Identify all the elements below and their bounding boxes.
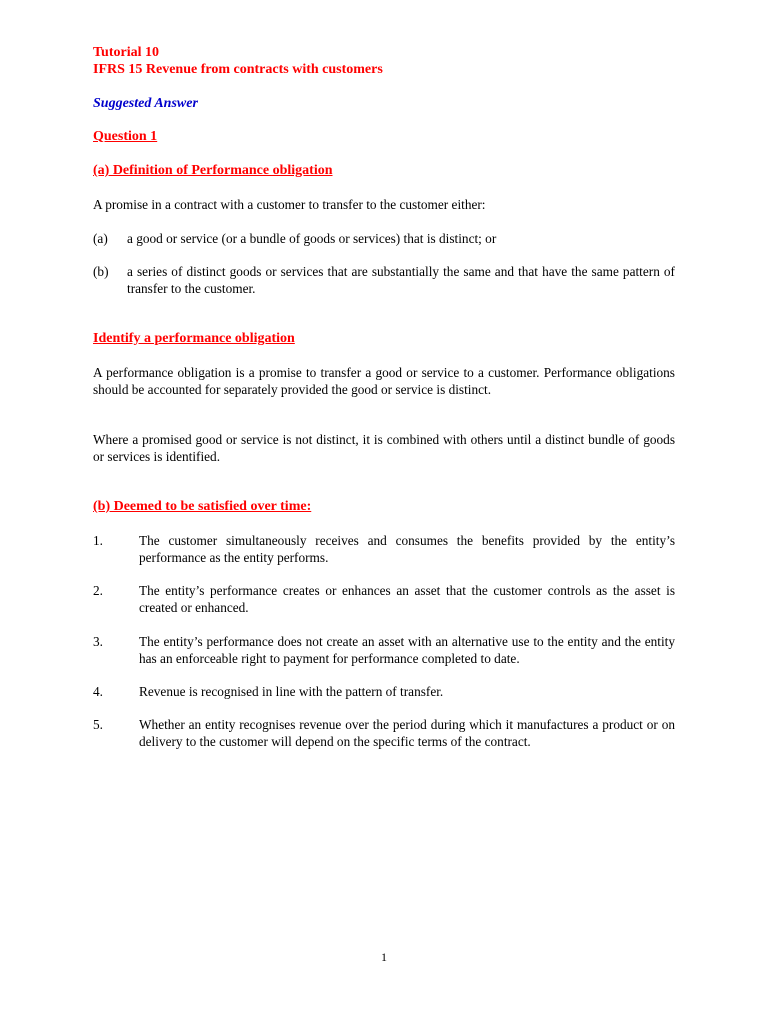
list-item-text: The entity’s performance creates or enhances an asset that the customer controls as the asset is created or enhanced.: [139, 583, 675, 615]
list-item-label: (b): [93, 264, 109, 279]
list-item-text: a good or service (or a bundle of goods or services) that is distinct; or: [127, 231, 497, 246]
part-a-intro: A promise in a contract with a customer to transfer to the customer either:: [93, 197, 486, 212]
list-item-label: (a): [93, 231, 108, 246]
identify-paragraph-2: Where a promised good or service is not distinct, it is combined with others until a distinct bundle of goods or services is identified.: [93, 432, 675, 464]
question-title: Question 1: [93, 129, 158, 144]
part-b-heading: (b) Deemed to be satisfied over time:: [93, 499, 312, 514]
list-item: [93, 582, 675, 616]
tutorial-title: Tutorial 10: [93, 45, 159, 60]
list-item-label: 4.: [93, 684, 103, 699]
list-item-label: 5.: [93, 717, 103, 732]
list-item-label: 3.: [93, 634, 103, 649]
suggested-answer-label: Suggested Answer: [93, 96, 198, 111]
list-item: [93, 532, 675, 566]
list-item-label: 1.: [93, 533, 103, 548]
list-item-label: 2.: [93, 583, 103, 598]
list-item-text: a series of distinct goods or services that are substantially the same and that have the same pattern of transfer to the customer.: [127, 264, 675, 296]
part-a-heading: (a) Definition of Performance obligation: [93, 163, 333, 178]
list-item: [93, 263, 675, 297]
page-number: 1: [381, 950, 387, 964]
identify-paragraph-1: A performance obligation is a promise to transfer a good or service to a customer. Performance obligations should be accounted for separately provided the good or service is distinct.: [93, 365, 675, 397]
list-item: [93, 716, 675, 750]
list-item: [93, 230, 675, 247]
list-item-text: The customer simultaneously receives and consumes the benefits provided by the entity’s performance as the entity performs.: [139, 533, 675, 565]
list-item: [93, 683, 675, 700]
list-item-text: The entity’s performance does not create an asset with an alternative use to the entity and the entity has an enforceable right to payment for performance completed to date.: [139, 634, 675, 666]
list-item-text: Whether an entity recognises revenue over the period during which it manufactures a product or on delivery to the customer will depend on the specific terms of the contract.: [139, 717, 675, 749]
list-item: [93, 633, 675, 667]
document-subject: IFRS 15 Revenue from contracts with customers: [93, 62, 383, 77]
identify-heading: Identify a performance obligation: [93, 331, 295, 346]
list-item-text: Revenue is recognised in line with the pattern of transfer.: [139, 684, 444, 699]
